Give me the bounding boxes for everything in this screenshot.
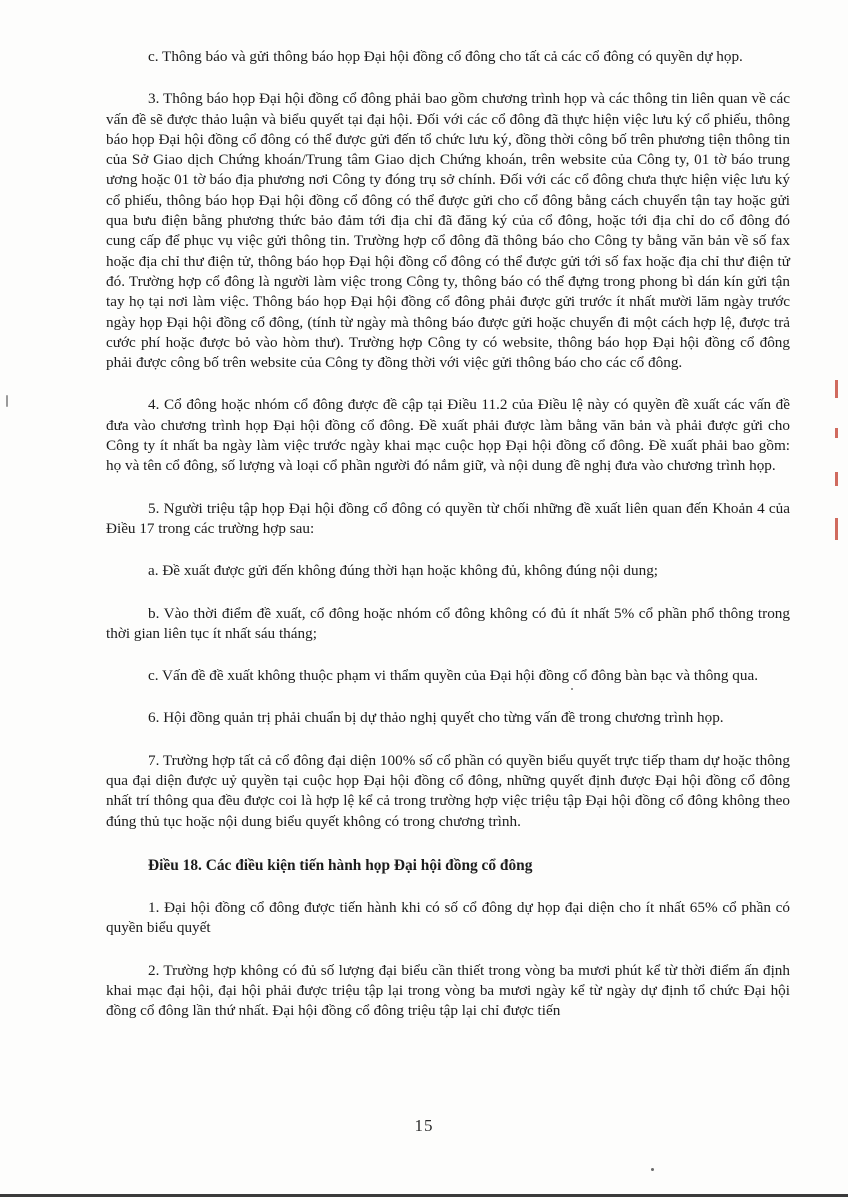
page-number: 15 — [414, 1116, 434, 1135]
paragraph-4: 4. Cổ đông hoặc nhóm cổ đông được đề cập tại Điều 11.2 của Điều lệ này có quyền đề xuất các vấn đề đưa vào chương trình họp Đại hội đồng cổ đông. Đề xuất phải được làm bằng văn bản và phải được gửi cho Công ty ít nhất ba ngày làm việc trước ngày khai mạc cuộc họp Đại hội đồng cổ đông. Đề xuất phải bao gồm: họ và tên cổ đông, số lượng và loại cổ phần người đó nắm giữ, và nội dung đề nghị đưa vào chương trình họp. — [106, 396, 790, 475]
paragraph-5: 5. Người triệu tập họp Đại hội đồng cổ đông có quyền từ chối những đề xuất liên quan đến Khoản 4 của Điều 17 trong các trường hợp sau: — [106, 499, 790, 537]
article-heading: Điều 18. Các điều kiện tiến hành họp Đại hội đồng cổ đông — [148, 856, 533, 874]
paragraph-2c: c. Thông báo và gửi thông báo họp Đại hội đồng cổ đông cho tất cả các cổ đông có quyền dự họp. — [148, 48, 743, 65]
scan-speck — [571, 688, 573, 690]
scan-speck — [6, 395, 8, 407]
article-18-paragraph-2: 2. Trường hợp không có đủ số lượng đại biểu cần thiết trong vòng ba mươi phút kể từ thời điểm ấn định khai mạc đại hội, đại hội phải được triệu tập lại trong vòng ba mươi ngày kể từ ngày dự định tổ chức Đại hội đồng cổ đông lần thứ nhất. Đại hội đồng cổ đông triệu tập lại chỉ được tiến — [106, 961, 790, 1020]
document-body — [106, 47, 790, 1021]
paragraph-7: 7. Trường hợp tất cả cổ đông đại diện 100% số cổ phần có quyền biểu quyết trực tiếp tham dự hoặc thông qua đại diện được uỷ quyền tại cuộc họp Đại hội đồng cổ đông, những quyết định được Đại hội đồng cổ đông nhất trí thông qua đều được coi là hợp lệ kể cả trong trường hợp việc triệu tập Đại hội đồng cổ đông không theo đúng thủ tục hoặc nội dung biểu quyết không có trong chương trình. — [106, 751, 790, 830]
article-18-paragraph-1: 1. Đại hội đồng cổ đông được tiến hành khi có số cổ đông dự họp đại diện cho ít nhất 65% cổ phần có quyền biểu quyết — [106, 898, 790, 937]
scan-speck — [651, 1168, 654, 1171]
margin-stamp-mark — [835, 380, 839, 550]
page-bottom-edge — [0, 1194, 848, 1197]
paragraph-5c: c. Vấn đề đề xuất không thuộc phạm vi thẩm quyền của Đại hội đồng cổ đông bàn bạc và thông qua. — [148, 667, 759, 685]
paragraph-3: 3. Thông báo họp Đại hội đồng cổ đông phải bao gồm chương trình họp và các thông tin liên quan về các vấn đề sẽ được thảo luận và biểu quyết tại đại hội. Đối với các cổ đông đã thực hiện việc lưu ký cổ phiếu, thông báo họp Đại hội đồng cổ đông có thể được gửi đến tổ chức lưu ký, đồng thời công bố trên phương tiện thông tin của Sở Giao dịch Chứng khoán/Trung tâm Giao dịch Chứng khoán, trên website của Công ty, 01 tờ báo trung ương hoặc 01 tờ báo địa phương nơi Công ty đóng trụ sở chính. Đối với các cổ đông chưa thực hiện việc lưu ký cổ phiếu, thông báo họp Đại hội đồng cổ đông có thể được gửi cho cổ đông bằng cách chuyển tận tay hoặc gửi qua bưu điện bằng phương thức bảo đảm tới địa chỉ đã đăng ký của cổ đông, hoặc tới địa chỉ do cổ đông đó cung cấp để phục vụ việc gửi thông tin. Trường hợp cổ đông đã thông báo cho Công ty bằng văn bản về số fax hoặc địa chỉ thư điện tử, thông báo họp Đại hội đồng cổ đông có thể được gửi tới số fax hoặc địa chỉ thư điện tử đó. Trường hợp cổ đông là người làm việc trong Công ty, thông báo có thể đựng trong phong bì dán kín gửi tận tay họ tại nơi làm việc. Thông báo họp Đại hội đồng cổ đông phải được gửi trước ít nhất mười lăm ngày trước ngày họp Đại hội đồng cổ đông, (tính từ ngày mà thông báo được gửi hoặc chuyển đi một cách hợp lệ, được trả cước phí hoặc được bỏ vào hòm thư). Trường hợp Công ty có website, thông báo họp Đại hội đồng cổ đông phải được công bố trên website của Công ty đồng thời với việc gửi thông báo cho các cổ đông. — [106, 90, 790, 372]
paragraph-5a: a. Đề xuất được gửi đến không đúng thời hạn hoặc không đủ, không đúng nội dung; — [148, 562, 659, 580]
paragraph-6: 6. Hội đồng quản trị phải chuẩn bị dự thảo nghị quyết cho từng vấn đề trong chương trình họp. — [148, 709, 724, 727]
paragraph-5b: b. Vào thời điểm đề xuất, cổ đông hoặc nhóm cổ đông không có đủ ít nhất 5% cổ phần phổ thông trong thời gian liên tục ít nhất sáu tháng; — [106, 604, 790, 642]
